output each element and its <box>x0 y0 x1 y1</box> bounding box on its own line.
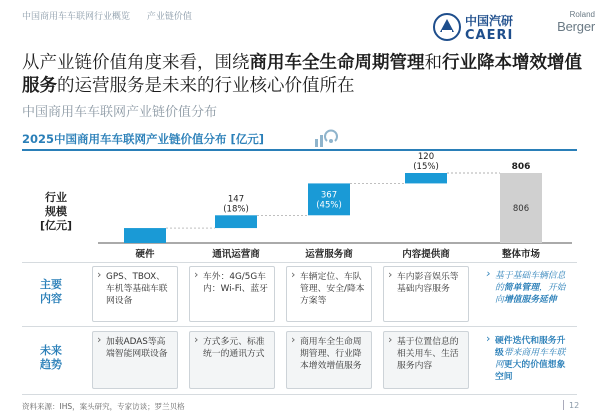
row-label-main-1: 主要 <box>40 278 62 291</box>
separator-1 <box>22 262 577 263</box>
caeri-cn-name: 中国汽研 <box>465 14 514 28</box>
future-panel-total <box>482 331 572 391</box>
row-label-future <box>40 344 62 372</box>
value-label-1: 147 <box>227 194 245 205</box>
separator-3 <box>22 394 577 395</box>
caeri-en-name: CAERI <box>465 28 514 43</box>
category-label-4: 整体市场 <box>501 249 541 260</box>
main-total-b2: 增值服务延伸 <box>503 295 557 305</box>
total-inner-label: 806 <box>512 204 530 214</box>
row-label-future-1: 未来 <box>40 344 62 357</box>
headline-part-2: 和 <box>424 53 442 73</box>
main-total-b1: 简单管理 <box>503 283 540 293</box>
row-label-main <box>40 278 62 306</box>
row-label-main-2: 内容 <box>40 292 62 305</box>
future-total-p1: 带来商用车车联网 <box>495 348 566 370</box>
value-label-0: 172 <box>136 207 154 218</box>
bar-3 <box>405 173 447 183</box>
category-label-2: 运营服务商 <box>305 249 353 260</box>
percent-label-1: (18%) <box>223 204 249 215</box>
percent-label-2: (45%) <box>316 200 342 211</box>
future-total-b1: 硬件迭代和服务升级 <box>495 336 566 358</box>
separator-2 <box>22 326 577 327</box>
future-panel-ops: › 商用车全生命周期管理、行业降本增效增值服务 <box>286 331 372 389</box>
future-panel-telecom: › 方式多元、标准统一的通讯方式 <box>189 331 275 389</box>
main-total-p2: ，开始向 <box>495 283 566 305</box>
headline-bold-1: 商用车全生命周期管理 <box>249 53 425 73</box>
percent-label-3: (15%) <box>413 162 439 172</box>
main-panel-telecom <box>189 266 275 322</box>
category-label-1: 通讯运营商 <box>212 249 260 260</box>
chart-title: 2025中国商用车车联网产业链价值分布 [亿元] <box>22 132 265 146</box>
total-top-label: 806 <box>511 162 531 172</box>
value-label-2: 367 <box>320 190 338 201</box>
rb-line1: Roland <box>569 10 595 19</box>
future-panel-hardware: › 加载ADAS等高端智能网联设备 <box>92 331 178 389</box>
main-panel-ops: › 车辆定位、车队管理、安全/降本方案等 <box>286 266 372 322</box>
y-label-line1: 行业 <box>45 191 68 204</box>
section-subtitle: 中国商用车车联网产业链价值分布 <box>22 105 218 120</box>
category-label-0: 硬件 <box>135 249 155 260</box>
breadcrumb-item-value-chain: 产业链价值 <box>146 12 192 22</box>
value-label-3: 120 <box>417 152 435 162</box>
page-separator <box>563 400 564 410</box>
headline-part-3: 的运营服务是未来的行业核心价值所在 <box>57 76 355 96</box>
main-panel-total <box>482 266 572 324</box>
main-panel-hardware: › GPS、TBOX、车机等基础车联网设备 <box>92 266 178 322</box>
percent-label-0: (21%) <box>132 217 158 228</box>
page-number: 12 <box>569 401 580 410</box>
y-label-line2: 规模 <box>45 205 68 218</box>
category-label-3: 内容提供商 <box>402 249 450 260</box>
main-total-p1: 基于基础车辆信息的 <box>495 271 566 293</box>
rb-line2: Berger <box>557 19 595 34</box>
bar-0 <box>124 228 166 243</box>
headline-part-1: 从产业链价值角度来看，围绕 <box>22 53 250 73</box>
headline-bold-2: 行业降本增效增值服务 <box>22 53 582 96</box>
bar-1 <box>215 215 257 228</box>
future-panel-content: › 基于位置信息的相关用车、生活服务内容 <box>383 331 469 389</box>
main-panel-telecom-text: 车外：4G/5G车内：Wi-Fi、蓝牙 <box>203 272 268 294</box>
y-label-line3: [亿元] <box>40 219 73 232</box>
main-panel-content: › 车内影音娱乐等基础内容服务 <box>383 266 469 322</box>
breadcrumb-item-overview: 中国商用车车联网行业概览 <box>22 12 131 22</box>
future-total-b2: 更大的价值想象空间 <box>495 360 566 382</box>
row-label-future-2: 趋势 <box>40 358 62 371</box>
source-footnote: 资料来源：IHS，案头研究，专家访谈；罗兰贝格 <box>22 402 185 411</box>
